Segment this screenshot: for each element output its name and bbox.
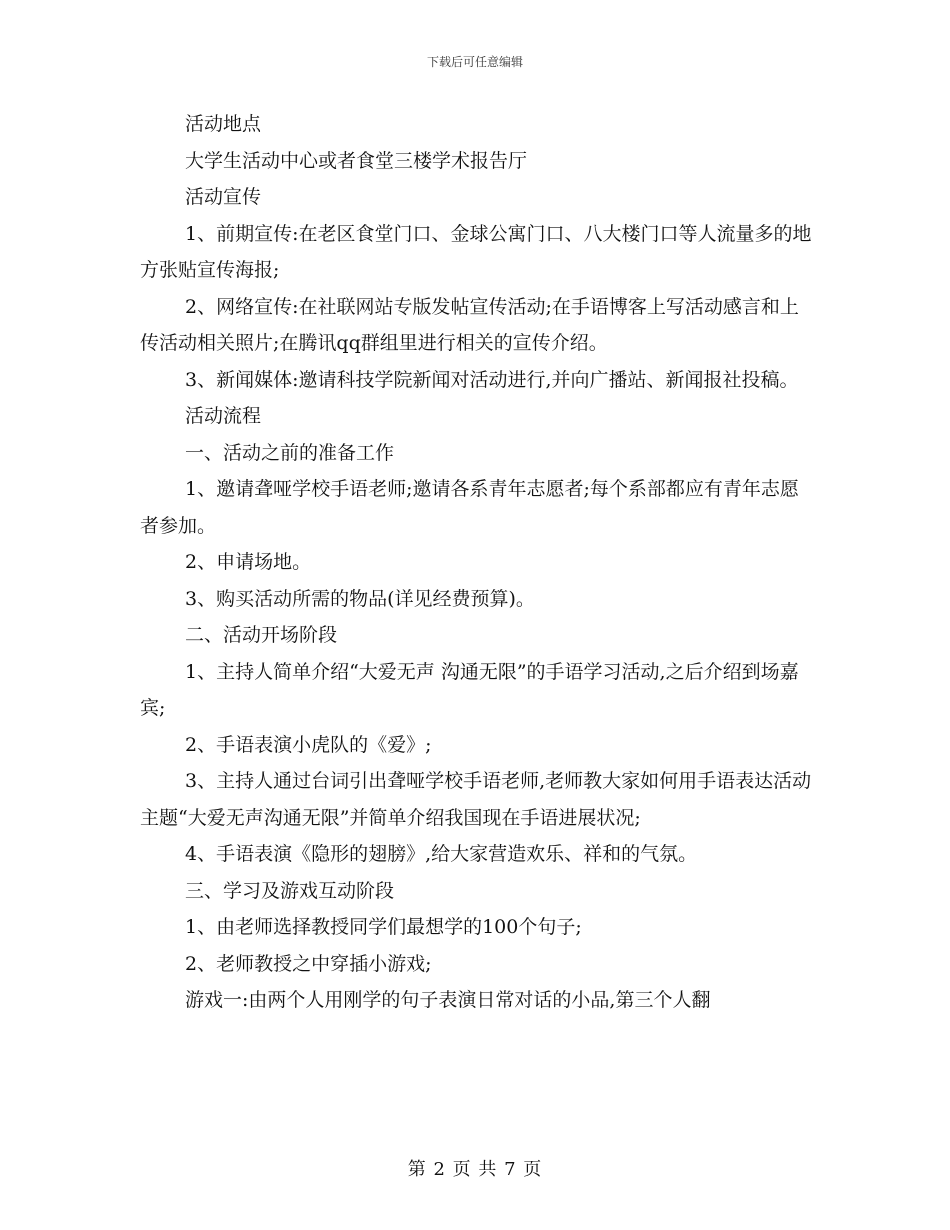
paragraph: 活动地点 bbox=[185, 113, 262, 135]
page-header: 下载后可任意编辑 bbox=[426, 55, 523, 69]
paragraph: 4、手语表演《隐形的翅膀》,给大家营造欢乐、祥和的气氛。 bbox=[185, 843, 698, 865]
page-number: 第 2 页 共 7 页 bbox=[407, 1159, 543, 1180]
paragraph: 3、新闻媒体:邀请科技学院新闻对活动进行,并向广播站、新闻报社投稿。 bbox=[185, 368, 799, 391]
paragraph: 2、申请场地。 bbox=[185, 551, 312, 573]
paragraph: 1、前期宣传:在老区食堂门口、金球公寓门口、八大楼门口等人流量多的地方张贴宣传海报; bbox=[140, 222, 812, 281]
paragraph: 三、学习及游戏互动阶段 bbox=[185, 879, 395, 902]
paragraph: 一、活动之前的准备工作 bbox=[185, 441, 395, 464]
paragraph: 1、由老师选择教授同学们最想学的100个句子; bbox=[185, 916, 582, 938]
paragraph: 3、主持人通过台词引出聋哑学校手语老师,老师教大家如何用手语表达活动主题“大爱无声沟通无限”并简单介绍我国现在手语进展状况; bbox=[140, 770, 812, 829]
paragraph: 游戏一:由两个人用刚学的句子表演日常对话的小品,第三个人翻 bbox=[185, 989, 711, 1011]
paragraph: 二、活动开场阶段 bbox=[185, 624, 338, 646]
paragraph: 1、邀请聋哑学校手语老师;邀请各系青年志愿者;每个系部都应有青年志愿者参加。 bbox=[140, 478, 799, 537]
document-body bbox=[140, 106, 812, 1019]
paragraph: 2、手语表演小虎队的《爱》; bbox=[185, 733, 432, 756]
paragraph: 2、老师教授之中穿插小游戏; bbox=[185, 952, 432, 975]
paragraph: 活动宣传 bbox=[185, 186, 262, 208]
paragraph: 活动流程 bbox=[185, 405, 262, 427]
paragraph: 大学生活动中心或者食堂三楼学术报告厅 bbox=[185, 149, 528, 172]
paragraph: 2、网络宣传:在社联网站专版发帖宣传活动;在手语博客上写活动感言和上传活动相关照片;在腾讯qq群组里进行相关的宣传介绍。 bbox=[140, 295, 799, 354]
paragraph: 3、购买活动所需的物品(详见经费预算)。 bbox=[185, 587, 535, 610]
paragraph: 1、主持人简单介绍“大爱无声 沟通无限”的手语学习活动,之后介绍到场嘉宾; bbox=[140, 660, 799, 719]
